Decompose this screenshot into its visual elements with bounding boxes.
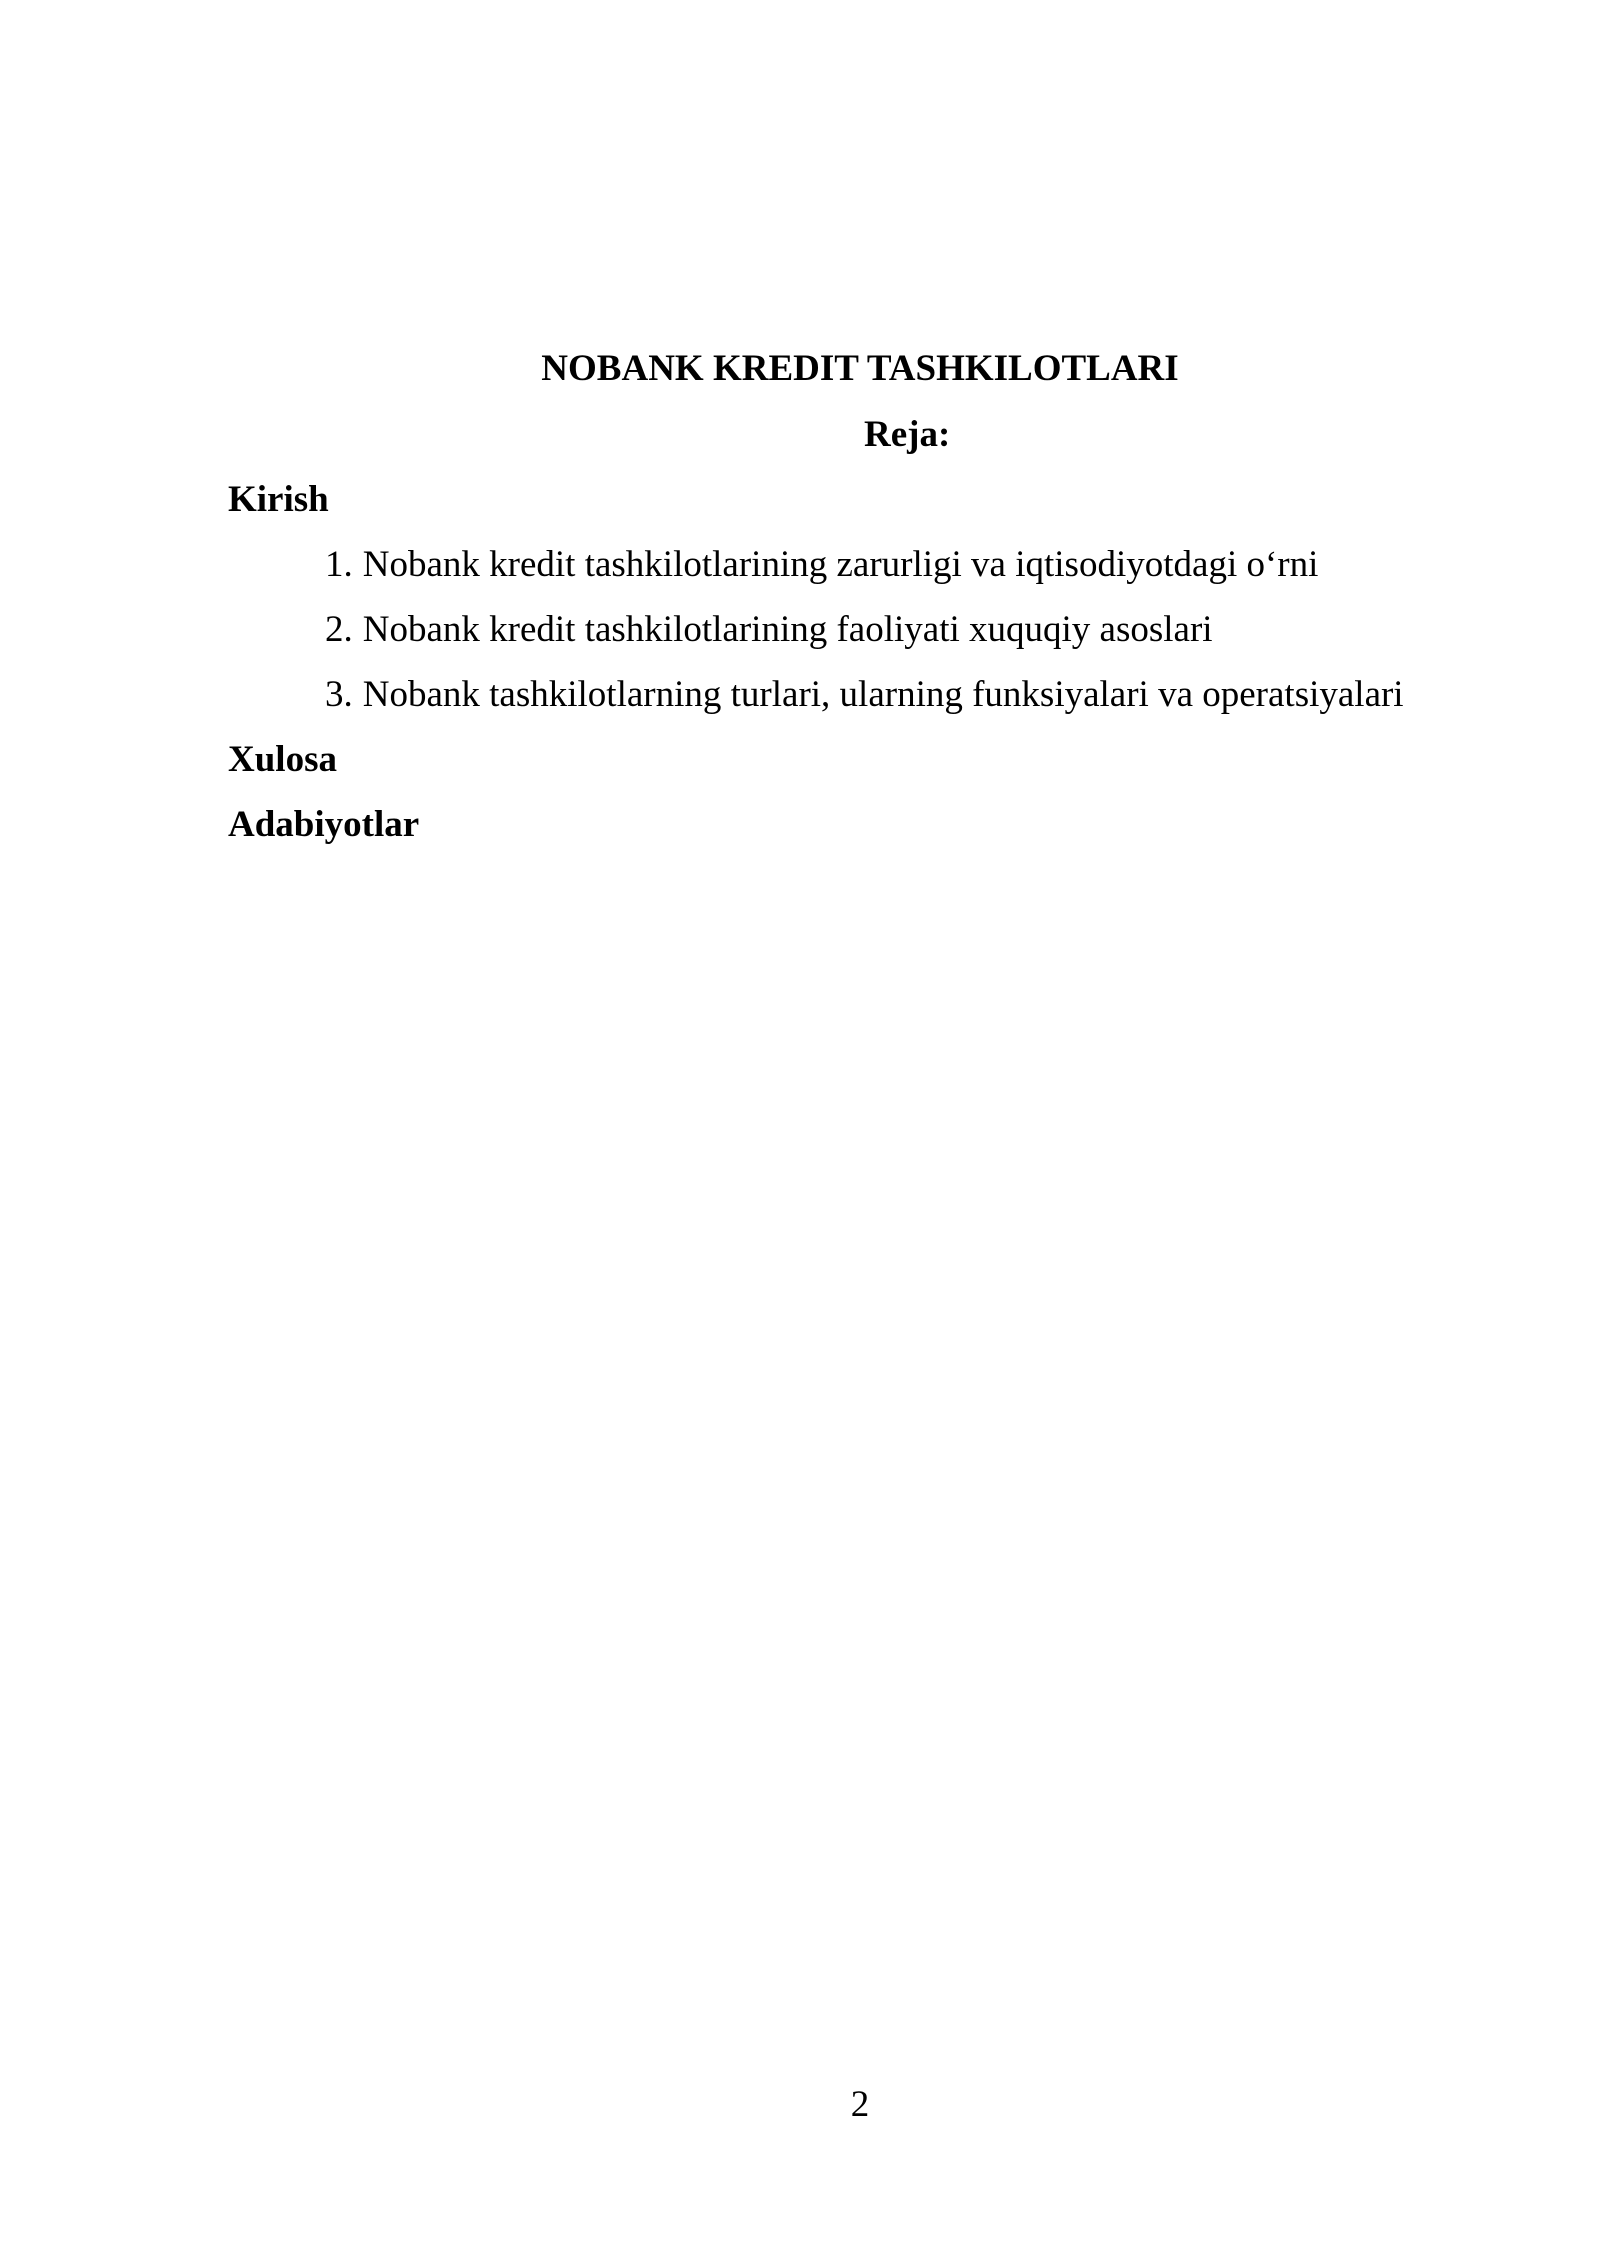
plan-item-text: Nobank kredit tashkilotlarining faoliyati xuquqiy asoslari	[362, 609, 1213, 650]
plan-item-text: Nobank tashkilotlarning turlari, ularning funksiyalari va operatsiyalari	[362, 674, 1404, 715]
plan-item-number: 3.	[325, 674, 353, 715]
plan-item-2	[325, 607, 1213, 653]
references-heading: Adabiyotlar	[228, 804, 420, 845]
plan-item-number: 1.	[325, 544, 353, 585]
intro-heading: Kirish	[228, 479, 329, 520]
plan-heading: Reja:	[864, 414, 951, 455]
plan-item-3	[325, 672, 1404, 718]
plan-item-1	[325, 542, 1318, 588]
plan-item-text: Nobank kredit tashkilotlarining zarurligi va iqtisodiyotdagi o‘rni	[362, 544, 1319, 585]
plan-item-number: 2.	[325, 609, 353, 650]
conclusion-heading: Xulosa	[228, 739, 337, 780]
page-number: 2	[850, 2084, 870, 2125]
document-title: NOBANK KREDIT TASHKILOTLARI	[541, 348, 1179, 389]
